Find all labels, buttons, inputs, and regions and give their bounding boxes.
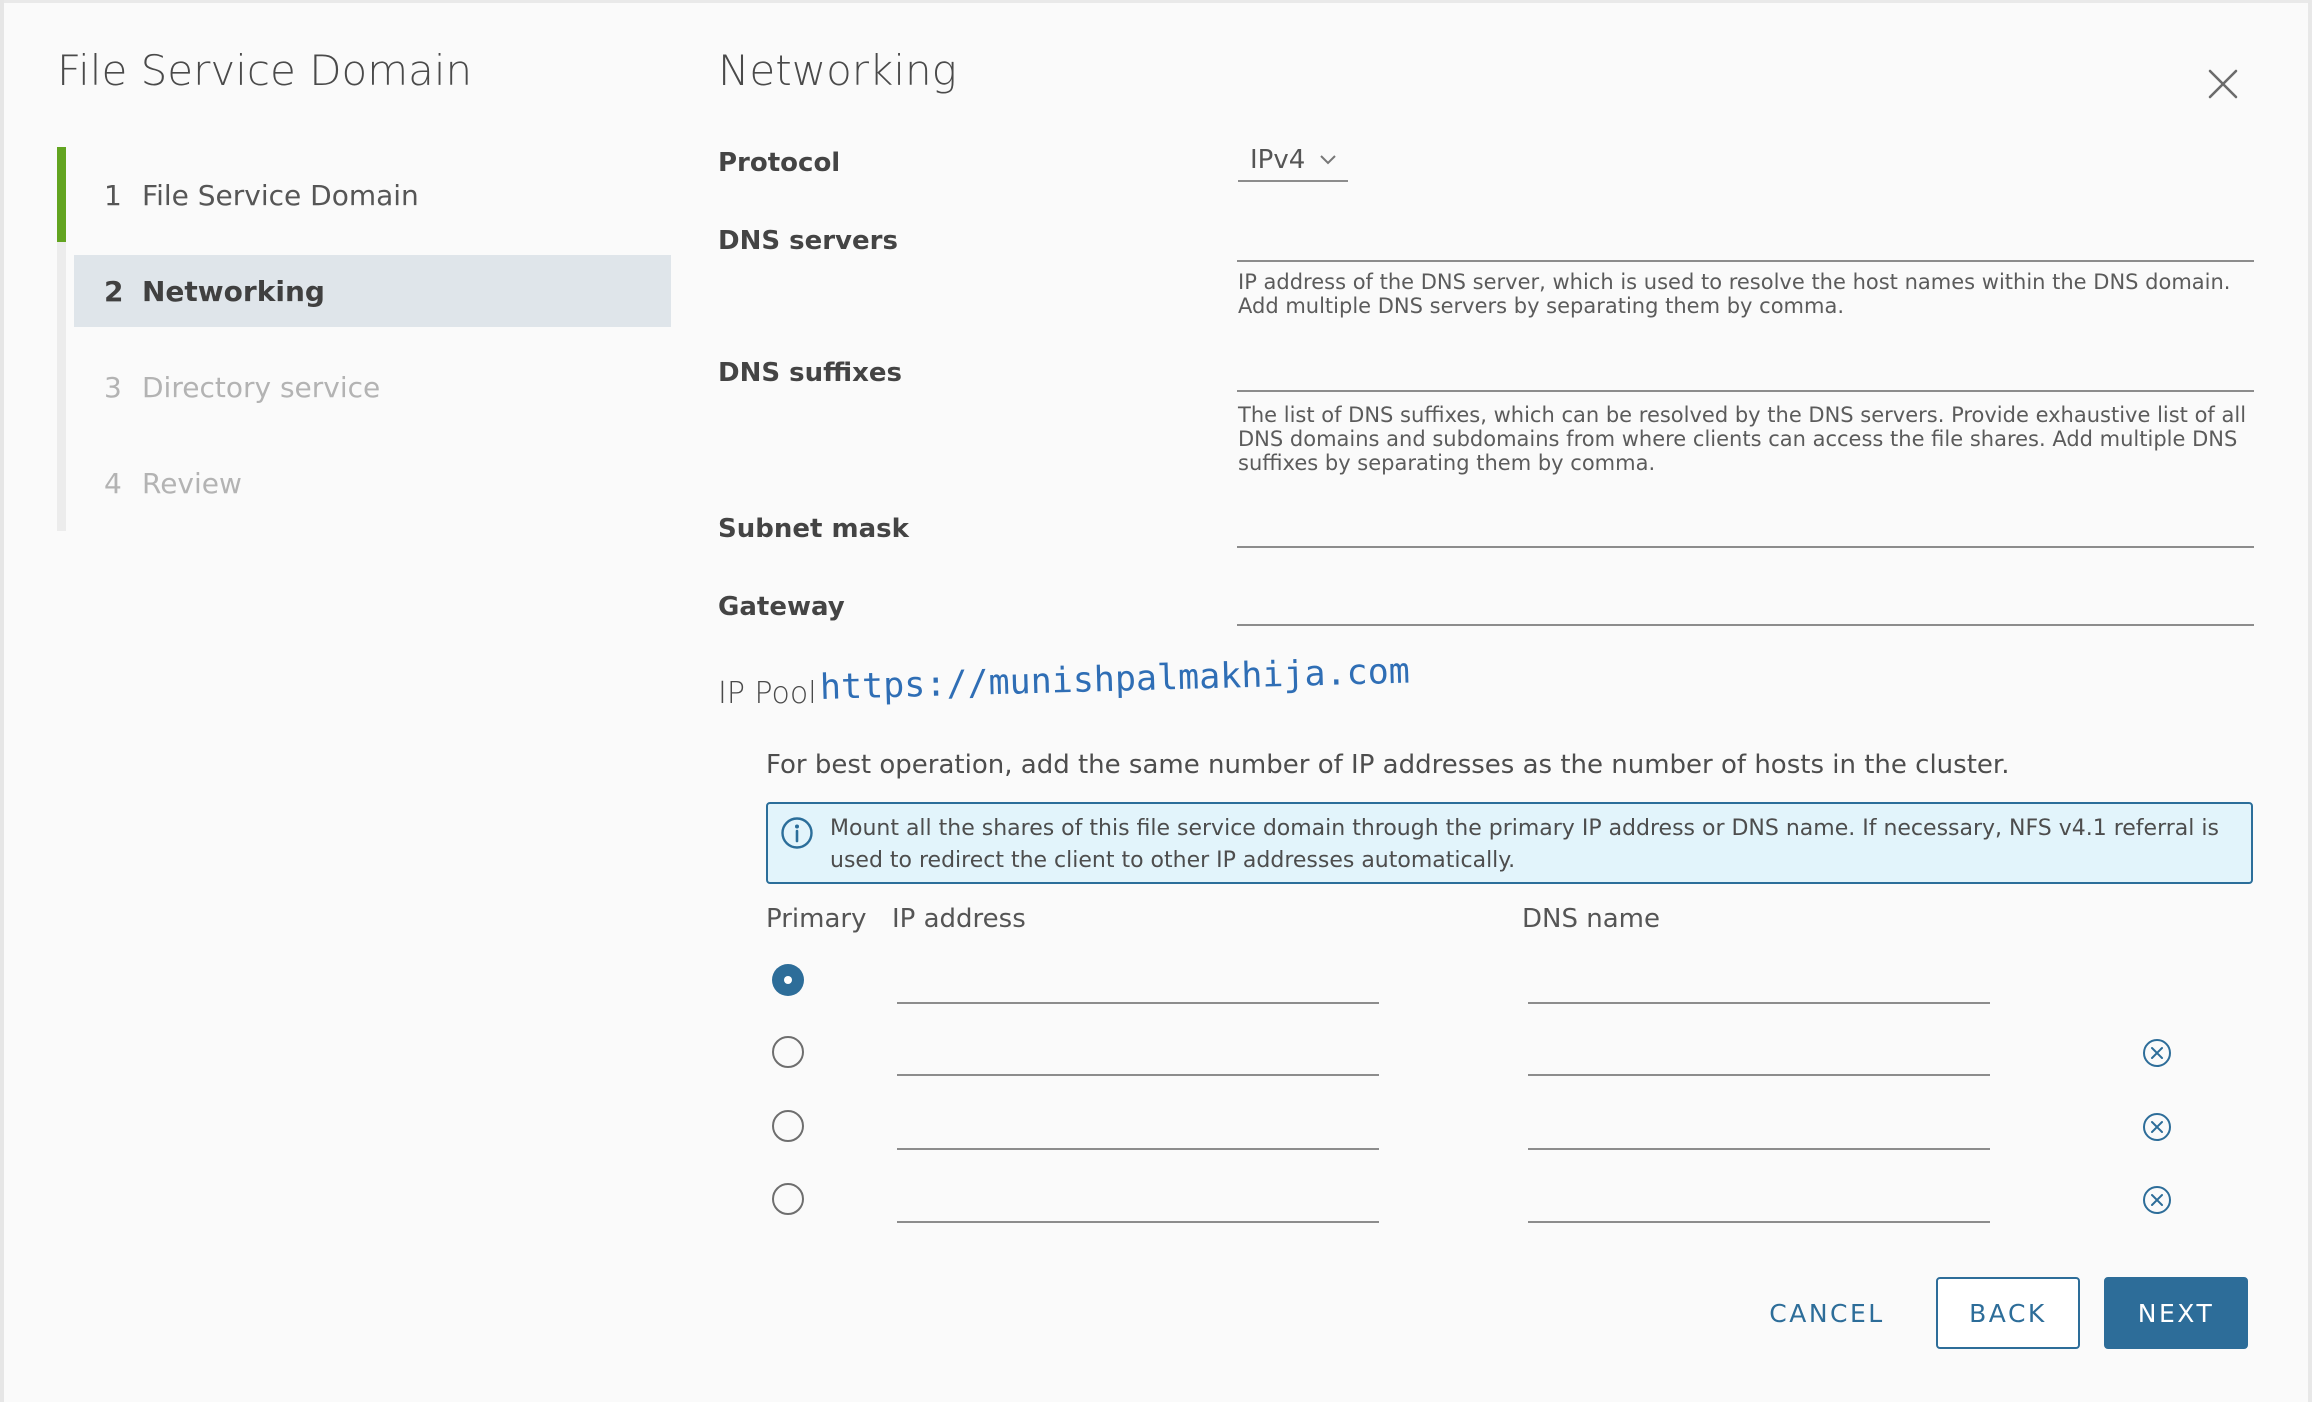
remove-row-button-3[interactable] xyxy=(2142,1112,2172,1142)
dns-servers-label: DNS servers xyxy=(718,226,898,256)
dns-servers-input[interactable] xyxy=(1237,226,2254,262)
step-number: 2 xyxy=(104,274,124,308)
window-top-edge xyxy=(0,0,2312,3)
dns-suffixes-label: DNS suffixes xyxy=(718,358,902,388)
primary-radio-3[interactable] xyxy=(772,1110,804,1142)
remove-row-button-4[interactable] xyxy=(2142,1185,2172,1215)
close-icon xyxy=(2205,66,2241,102)
window-right-edge xyxy=(2308,0,2312,1402)
info-icon xyxy=(780,816,814,850)
close-button[interactable] xyxy=(2205,66,2241,102)
protocol-select[interactable] xyxy=(1238,140,1348,182)
dns-name-input-3[interactable] xyxy=(1528,1114,1990,1150)
protocol-label: Protocol xyxy=(718,148,841,178)
step-label: Directory service xyxy=(142,370,381,404)
ip-pool-note: For best operation, add the same number of IP addresses as the number of hosts in the cluster. xyxy=(766,750,2010,780)
subnet-mask-label: Subnet mask xyxy=(718,514,909,544)
dns-name-input-4[interactable] xyxy=(1528,1187,1990,1223)
cancel-button[interactable]: CANCEL xyxy=(1752,1277,1902,1349)
ip-address-input-4[interactable] xyxy=(897,1187,1379,1223)
dns-suffixes-help: The list of DNS suffixes, which can be resolved by the DNS servers. Provide exhaustive list of all DNS domains and subdomains from where clients can access the file shares. Add multiple DNS suffixes by separating them by comma. xyxy=(1238,403,2247,475)
step-number: 1 xyxy=(104,178,122,212)
ip-pool-title: IP Pool xyxy=(718,676,817,711)
remove-circle-icon xyxy=(2142,1185,2172,1215)
step-file-service-domain[interactable] xyxy=(74,159,671,231)
step-label: Networking xyxy=(142,274,325,308)
step-number: 3 xyxy=(104,370,122,404)
step-networking[interactable] xyxy=(74,255,671,327)
step-directory-service[interactable] xyxy=(74,351,671,423)
dns-servers-help: IP address of the DNS server, which is used to resolve the host names within the DNS domain. Add multiple DNS servers by separating them by comma. xyxy=(1238,270,2231,318)
wizard-steps xyxy=(57,147,671,531)
dns-name-input-1[interactable] xyxy=(1528,968,1990,1004)
chevron-down-icon xyxy=(1319,154,1337,166)
back-button[interactable]: BACK xyxy=(1936,1277,2080,1349)
page-title: Networking xyxy=(718,46,957,95)
step-number: 4 xyxy=(104,466,122,500)
remove-row-button-2[interactable] xyxy=(2142,1038,2172,1068)
step-label: Review xyxy=(142,466,242,500)
subnet-mask-input[interactable] xyxy=(1237,512,2254,548)
next-button[interactable]: NEXT xyxy=(2104,1277,2248,1349)
primary-radio-4[interactable] xyxy=(772,1183,804,1215)
gateway-input[interactable] xyxy=(1237,590,2254,626)
watermark-url: https://munishpalmakhija.com xyxy=(819,651,1411,708)
steps-rail-complete-marker xyxy=(57,147,66,242)
wizard-title: File Service Domain xyxy=(57,46,473,95)
info-alert-text: Mount all the shares of this file service domain through the primary IP address or DNS name. If necessary, NFS v4.1 referral is used to redirect the client to other IP addresses automatically. xyxy=(830,816,2219,873)
primary-radio-2[interactable] xyxy=(772,1036,804,1068)
remove-circle-icon xyxy=(2142,1112,2172,1142)
step-review[interactable] xyxy=(74,447,671,519)
info-alert xyxy=(766,802,2253,884)
ip-address-input-3[interactable] xyxy=(897,1114,1379,1150)
step-label: File Service Domain xyxy=(142,178,419,212)
gateway-label: Gateway xyxy=(718,592,845,622)
dns-name-input-2[interactable] xyxy=(1528,1040,1990,1076)
column-header-primary: Primary xyxy=(766,904,867,934)
remove-circle-icon xyxy=(2142,1038,2172,1068)
dns-suffixes-input[interactable] xyxy=(1237,356,2254,392)
primary-radio-1[interactable] xyxy=(772,964,804,996)
ip-address-input-2[interactable] xyxy=(897,1040,1379,1076)
window-left-edge xyxy=(0,0,4,1402)
column-header-ip-address: IP address xyxy=(892,904,1026,934)
column-header-dns-name: DNS name xyxy=(1522,904,1660,934)
protocol-value: IPv4 xyxy=(1250,145,1306,175)
ip-address-input-1[interactable] xyxy=(897,968,1379,1004)
